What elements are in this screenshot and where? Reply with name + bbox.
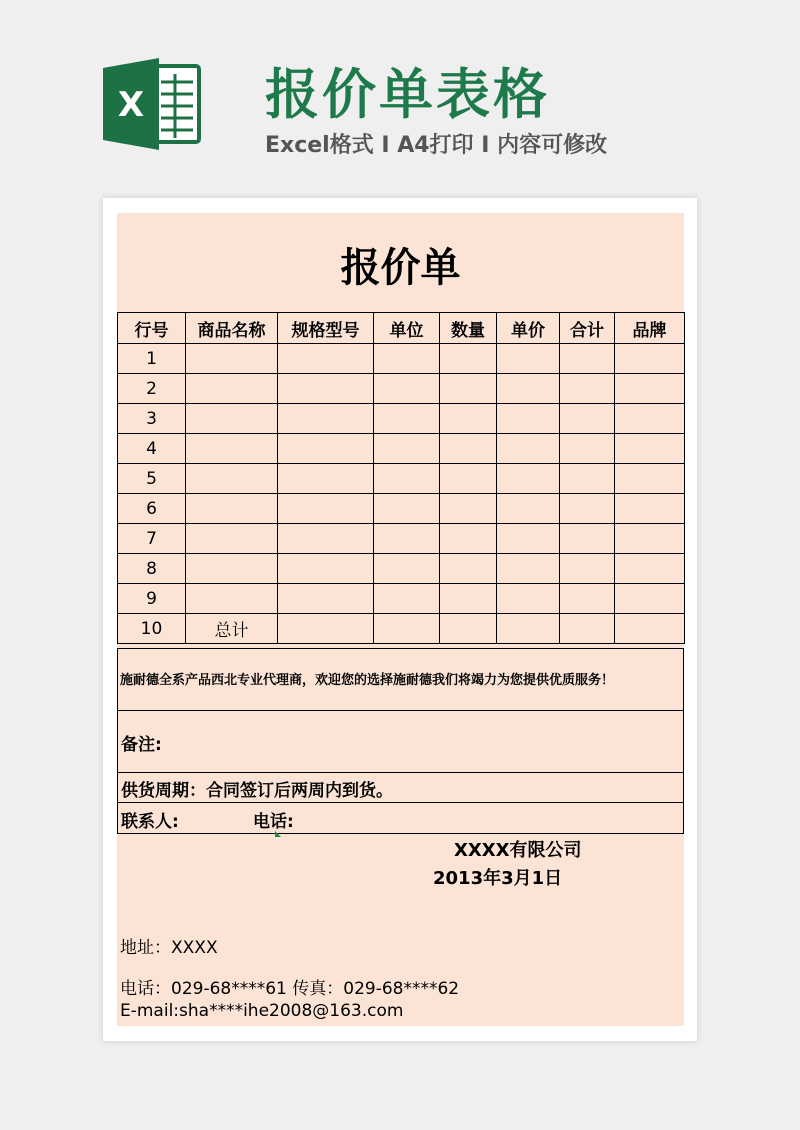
table-cell[interactable]: 总计 bbox=[186, 614, 278, 644]
remark-label: 备注: bbox=[117, 710, 684, 773]
table-row bbox=[118, 434, 685, 464]
table-header-row bbox=[118, 313, 685, 344]
table-cell[interactable] bbox=[186, 584, 278, 614]
contact-label: 联系人: bbox=[121, 812, 179, 832]
header-quantity: 数量 bbox=[440, 313, 497, 344]
table-cell[interactable] bbox=[440, 344, 497, 374]
excel-logo-icon bbox=[103, 58, 203, 150]
table-row bbox=[118, 524, 685, 554]
table-cell[interactable] bbox=[560, 434, 615, 464]
table-cell[interactable] bbox=[186, 524, 278, 554]
table-cell[interactable] bbox=[560, 524, 615, 554]
header-total: 合计 bbox=[560, 313, 615, 344]
table-cell[interactable] bbox=[497, 584, 560, 614]
table-cell[interactable] bbox=[374, 524, 440, 554]
table-cell[interactable] bbox=[440, 464, 497, 494]
table-cell[interactable] bbox=[497, 524, 560, 554]
table-cell[interactable] bbox=[278, 464, 374, 494]
header-spec-model: 规格型号 bbox=[278, 313, 374, 344]
table-cell[interactable] bbox=[186, 464, 278, 494]
table-row bbox=[118, 374, 685, 404]
table-cell[interactable] bbox=[278, 404, 374, 434]
table-cell[interactable] bbox=[497, 374, 560, 404]
cell-comment-marker bbox=[275, 831, 281, 837]
table-cell[interactable] bbox=[560, 614, 615, 644]
table-cell[interactable] bbox=[186, 434, 278, 464]
table-cell[interactable] bbox=[374, 614, 440, 644]
table-cell[interactable] bbox=[374, 434, 440, 464]
table-cell[interactable] bbox=[440, 494, 497, 524]
table-row bbox=[118, 344, 685, 374]
table-cell[interactable]: 3 bbox=[118, 404, 186, 434]
table-cell[interactable] bbox=[615, 344, 685, 374]
table-cell[interactable]: 6 bbox=[118, 494, 186, 524]
table-cell[interactable] bbox=[560, 554, 615, 584]
table-cell[interactable] bbox=[186, 554, 278, 584]
table-cell[interactable] bbox=[560, 404, 615, 434]
email: E-mail:sha****ihe2008@163.com bbox=[120, 1001, 404, 1021]
table-cell[interactable] bbox=[615, 584, 685, 614]
contact-row bbox=[117, 802, 684, 834]
service-notice: 施耐德全系产品西北专业代理商，欢迎您的选择施耐德我们将竭力为您提供优质服务！ bbox=[117, 648, 684, 711]
table-cell[interactable] bbox=[497, 554, 560, 584]
tel-label: 电话: bbox=[253, 812, 294, 832]
table-cell[interactable] bbox=[615, 494, 685, 524]
table-cell[interactable] bbox=[560, 374, 615, 404]
table-cell[interactable]: 8 bbox=[118, 554, 186, 584]
table-cell[interactable] bbox=[560, 494, 615, 524]
address: 地址：XXXX bbox=[120, 938, 218, 958]
supply-period: 供货周期：合同签订后两周内到货。 bbox=[117, 772, 684, 803]
table-cell[interactable] bbox=[615, 524, 685, 554]
quote-table bbox=[117, 312, 685, 644]
table-cell[interactable] bbox=[278, 434, 374, 464]
table-cell[interactable] bbox=[440, 434, 497, 464]
table-cell[interactable] bbox=[440, 374, 497, 404]
table-cell[interactable] bbox=[278, 554, 374, 584]
header-row-number: 行号 bbox=[118, 313, 186, 344]
table-cell[interactable] bbox=[560, 464, 615, 494]
table-cell[interactable] bbox=[374, 584, 440, 614]
table-cell[interactable] bbox=[374, 464, 440, 494]
table-cell[interactable] bbox=[440, 404, 497, 434]
table-cell[interactable]: 9 bbox=[118, 584, 186, 614]
table-cell[interactable] bbox=[186, 494, 278, 524]
table-cell[interactable] bbox=[497, 464, 560, 494]
table-cell[interactable] bbox=[560, 344, 615, 374]
table-cell[interactable]: 1 bbox=[118, 344, 186, 374]
banner-title: 报价单表格 bbox=[265, 63, 550, 126]
table-row bbox=[118, 404, 685, 434]
excel-logo-letter: X bbox=[117, 85, 145, 125]
table-cell[interactable] bbox=[615, 464, 685, 494]
table-cell[interactable] bbox=[278, 344, 374, 374]
table-row bbox=[118, 614, 685, 644]
document-title: 报价单 bbox=[340, 245, 461, 291]
table-cell[interactable] bbox=[186, 404, 278, 434]
table-cell[interactable] bbox=[278, 494, 374, 524]
table-cell[interactable] bbox=[278, 584, 374, 614]
table-cell[interactable] bbox=[278, 614, 374, 644]
table-cell[interactable] bbox=[440, 524, 497, 554]
table-cell[interactable] bbox=[374, 374, 440, 404]
table-cell[interactable] bbox=[440, 614, 497, 644]
table-cell[interactable] bbox=[615, 434, 685, 464]
table-cell[interactable] bbox=[497, 404, 560, 434]
table-row bbox=[118, 464, 685, 494]
table-cell[interactable] bbox=[440, 554, 497, 584]
table-cell[interactable] bbox=[374, 494, 440, 524]
table-cell[interactable] bbox=[186, 374, 278, 404]
table-cell[interactable] bbox=[615, 554, 685, 584]
table-cell[interactable] bbox=[440, 584, 497, 614]
table-cell[interactable] bbox=[615, 374, 685, 404]
table-cell[interactable]: 4 bbox=[118, 434, 186, 464]
banner-subtitle: Excel格式 I A4打印 I 内容可修改 bbox=[265, 133, 608, 158]
table-row bbox=[118, 494, 685, 524]
table-cell[interactable] bbox=[615, 614, 685, 644]
table-cell[interactable] bbox=[374, 554, 440, 584]
header-unit: 单位 bbox=[374, 313, 440, 344]
table-row bbox=[118, 584, 685, 614]
table-cell[interactable] bbox=[278, 524, 374, 554]
header-product-name: 商品名称 bbox=[186, 313, 278, 344]
phone-fax: 电话：029-68****61 传真：029-68****62 bbox=[120, 979, 460, 999]
quote-date: 2013年3月1日 bbox=[433, 868, 563, 889]
table-cell[interactable]: 10 bbox=[118, 614, 186, 644]
table-cell[interactable] bbox=[374, 344, 440, 374]
header-unit-price: 单价 bbox=[497, 313, 560, 344]
table-cell[interactable] bbox=[186, 344, 278, 374]
table-cell[interactable] bbox=[497, 494, 560, 524]
table-cell[interactable] bbox=[497, 434, 560, 464]
table-cell[interactable]: 5 bbox=[118, 464, 186, 494]
table-cell[interactable]: 7 bbox=[118, 524, 186, 554]
table-cell[interactable] bbox=[497, 614, 560, 644]
table-cell[interactable] bbox=[497, 344, 560, 374]
table-row bbox=[118, 554, 685, 584]
table-cell[interactable] bbox=[560, 584, 615, 614]
table-cell[interactable] bbox=[278, 374, 374, 404]
header-brand: 品牌 bbox=[615, 313, 685, 344]
table-cell[interactable] bbox=[374, 404, 440, 434]
table-cell[interactable]: 2 bbox=[118, 374, 186, 404]
company-name: XXXX有限公司 bbox=[454, 840, 582, 861]
table-cell[interactable] bbox=[615, 404, 685, 434]
